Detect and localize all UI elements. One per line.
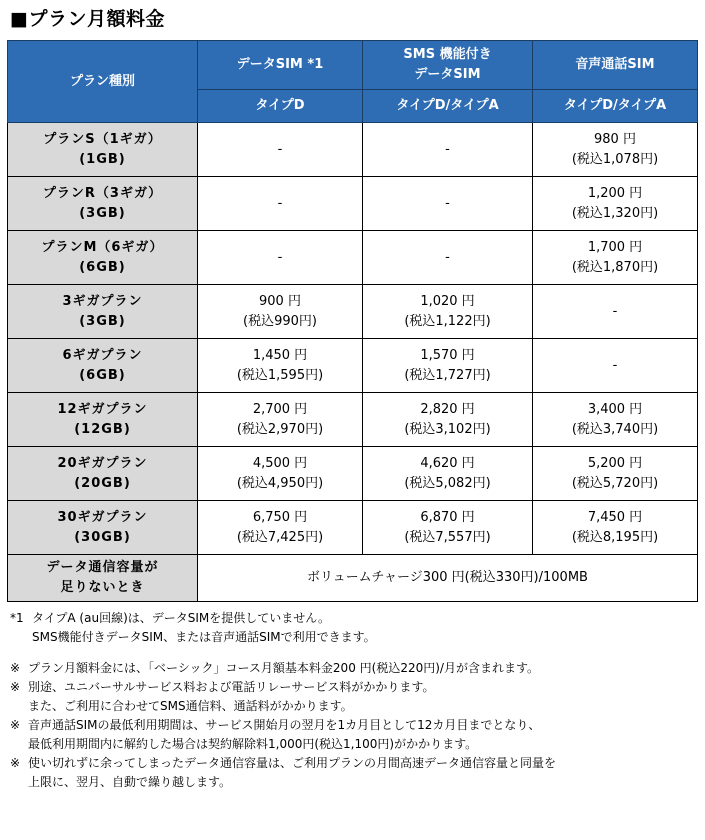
table-row [8, 501, 698, 555]
table-row [8, 285, 698, 339]
type-header-1: タイプD [198, 90, 363, 123]
price-cell: 1,200 円 (税込1,320円) [533, 177, 698, 231]
footnote-minimum-period: ※ 音声通話SIMの最低利用期間は、サービス開始月の翌月を1カ月目として12カ月目までとなり、 最低利用期間内に解約した場合は契約解除料1,000円(税込1,100円)がかかります。 [10, 718, 541, 751]
price-cell: 2,820 円 (税込3,102円) [363, 393, 533, 447]
price-cell: - [533, 285, 698, 339]
price-cell: 2,700 円 (税込2,970円) [198, 393, 363, 447]
table-row [8, 339, 698, 393]
table-row [8, 123, 698, 177]
price-cell: 4,620 円 (税込5,082円) [363, 447, 533, 501]
volume-charge-label: データ通信容量が 足りないとき [8, 555, 198, 602]
table-row [8, 447, 698, 501]
plan-name-cell: 20ギガプラン (20GB) [8, 447, 198, 501]
volume-charge-row [8, 555, 698, 602]
price-cell: 5,200 円 (税込5,720円) [533, 447, 698, 501]
price-cell: 1,570 円 (税込1,727円) [363, 339, 533, 393]
price-cell: 980 円 (税込1,078円) [533, 123, 698, 177]
price-cell: 1,700 円 (税込1,870円) [533, 231, 698, 285]
price-cell: - [533, 339, 698, 393]
table-row [8, 177, 698, 231]
price-cell: 3,400 円 (税込3,740円) [533, 393, 698, 447]
type-header-2: タイプD/タイプA [363, 90, 533, 123]
price-cell: 7,450 円 (税込8,195円) [533, 501, 698, 555]
sms-data-sim-header: SMS 機能付き データSIM [363, 41, 533, 90]
price-cell: - [198, 123, 363, 177]
price-cell: 6,750 円 (税込7,425円) [198, 501, 363, 555]
plan-name-cell: 6ギガプラン (6GB) [8, 339, 198, 393]
plan-name-cell: 3ギガプラン (3GB) [8, 285, 198, 339]
price-cell: 6,870 円 (税込7,557円) [363, 501, 533, 555]
footnote-1: *1 タイプA (au回線)は、データSIMを提供していません。 SMS機能付きデータSIM、または音声通話SIMで利用できます。 [10, 611, 376, 644]
footnote-basic-fee: ※ プラン月額料金には、「ベーシック」コース月額基本料金200 円(税込220円)/月が含まれます。 [10, 661, 539, 675]
table-body [8, 123, 698, 602]
plan-name-cell: プランS（1ギガ） (1GB) [8, 123, 198, 177]
price-cell: 900 円 (税込990円) [198, 285, 363, 339]
plan-type-header: プラン種別 [8, 41, 198, 123]
data-sim-header: データSIM *1 [198, 41, 363, 90]
page-title: ■プラン月額料金 [10, 8, 165, 30]
plan-name-cell: 12ギガプラン (12GB) [8, 393, 198, 447]
plan-name-cell: プランM（6ギガ） (6GB) [8, 231, 198, 285]
price-cell: - [363, 177, 533, 231]
table-row [8, 393, 698, 447]
price-cell: - [198, 177, 363, 231]
plan-name-cell: 30ギガプラン (30GB) [8, 501, 198, 555]
price-cell: - [363, 231, 533, 285]
plan-name-cell: プランR（3ギガ） (3GB) [8, 177, 198, 231]
voice-sim-header: 音声通話SIM [533, 41, 698, 90]
price-cell: - [198, 231, 363, 285]
volume-charge-value: ボリュームチャージ300 円(税込330円)/100MB [198, 555, 698, 602]
table-row [8, 231, 698, 285]
price-cell: 1,450 円 (税込1,595円) [198, 339, 363, 393]
type-header-3: タイプD/タイプA [533, 90, 698, 123]
price-cell: 1,020 円 (税込1,122円) [363, 285, 533, 339]
price-cell: 4,500 円 (税込4,950円) [198, 447, 363, 501]
table-header-row [8, 41, 698, 90]
footnote-carryover: ※ 使い切れずに余ってしまったデータ通信容量は、ご利用プランの月間高速データ通信容量と同量を 上限に、翌月、自動で繰り越します。 [10, 756, 557, 789]
plan-price-table [7, 40, 698, 602]
footnotes [10, 609, 700, 792]
price-cell: - [363, 123, 533, 177]
footnote-extra-fees: ※ 別途、ユニバーサルサービス料および電話リレーサービス料がかかります。 また、ご利用に合わせてSMS通信料、通話料がかかります。 [10, 680, 435, 713]
